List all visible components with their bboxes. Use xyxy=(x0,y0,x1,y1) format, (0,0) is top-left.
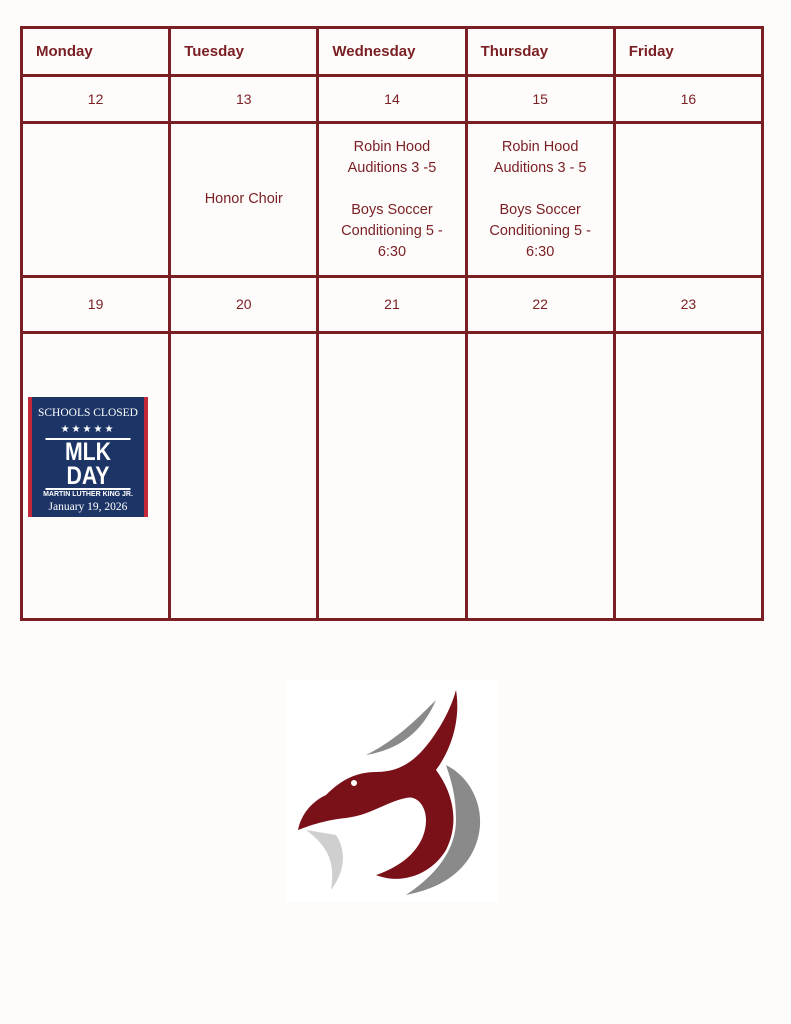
events-row xyxy=(22,333,763,620)
calendar-table xyxy=(20,26,764,621)
weekday-header-row xyxy=(22,28,763,76)
event-cell-monday xyxy=(22,333,170,620)
event-cell-tuesday xyxy=(170,333,318,620)
event-cell-wednesday xyxy=(318,123,466,277)
stars-icon: ★★★★★ xyxy=(60,424,116,435)
event-text: Auditions 3 -5 xyxy=(347,159,437,176)
event-cell-friday xyxy=(614,333,762,620)
event-cell-monday xyxy=(22,123,170,277)
event-text: Robin Hood xyxy=(501,138,579,155)
day-header-thursday: Thursday xyxy=(466,28,614,76)
date-row xyxy=(22,277,763,333)
date-cell: 19 xyxy=(22,277,170,333)
day-header-monday: Monday xyxy=(22,28,170,76)
event-cell-wednesday xyxy=(318,333,466,620)
date-cell: 22 xyxy=(466,277,614,333)
flyer-subtitle: MARTIN LUTHER KING JR. xyxy=(43,491,133,498)
date-cell: 12 xyxy=(22,76,170,123)
event-text: 6:30 xyxy=(377,243,407,260)
event-cell-friday xyxy=(614,123,762,277)
mlk-day-flyer xyxy=(28,397,148,517)
flyer-heading: SCHOOLS CLOSED xyxy=(37,407,138,419)
date-cell: 21 xyxy=(318,277,466,333)
event-text: Robin Hood xyxy=(353,138,431,155)
event-cell-tuesday xyxy=(170,123,318,277)
date-row xyxy=(22,76,763,123)
date-cell: 23 xyxy=(614,277,762,333)
event-text: Conditioning 5 - xyxy=(341,222,443,239)
event-cell-thursday xyxy=(466,333,614,620)
event-text: Boys Soccer xyxy=(499,201,581,218)
dragon-icon xyxy=(286,680,498,902)
event-text: Conditioning 5 - xyxy=(489,222,591,239)
day-header-friday: Friday xyxy=(614,28,762,76)
date-cell: 14 xyxy=(318,76,466,123)
events-row xyxy=(22,123,763,277)
flyer-title: MLK DAY xyxy=(46,438,131,490)
event-text: Boys Soccer xyxy=(351,201,433,218)
event-text: 6:30 xyxy=(526,243,555,260)
day-header-tuesday: Tuesday xyxy=(170,28,318,76)
flyer-date: January 19, 2026 xyxy=(48,501,128,513)
event-cell-thursday xyxy=(466,123,614,277)
date-cell: 16 xyxy=(614,76,762,123)
date-cell: 20 xyxy=(170,277,318,333)
dragon-logo xyxy=(286,680,498,902)
day-header-wednesday: Wednesday xyxy=(318,28,466,76)
date-cell: 15 xyxy=(466,76,614,123)
date-cell: 13 xyxy=(170,76,318,123)
event-text: Auditions 3 - 5 xyxy=(493,159,587,176)
event-honor-choir: Honor Choir xyxy=(204,191,283,207)
